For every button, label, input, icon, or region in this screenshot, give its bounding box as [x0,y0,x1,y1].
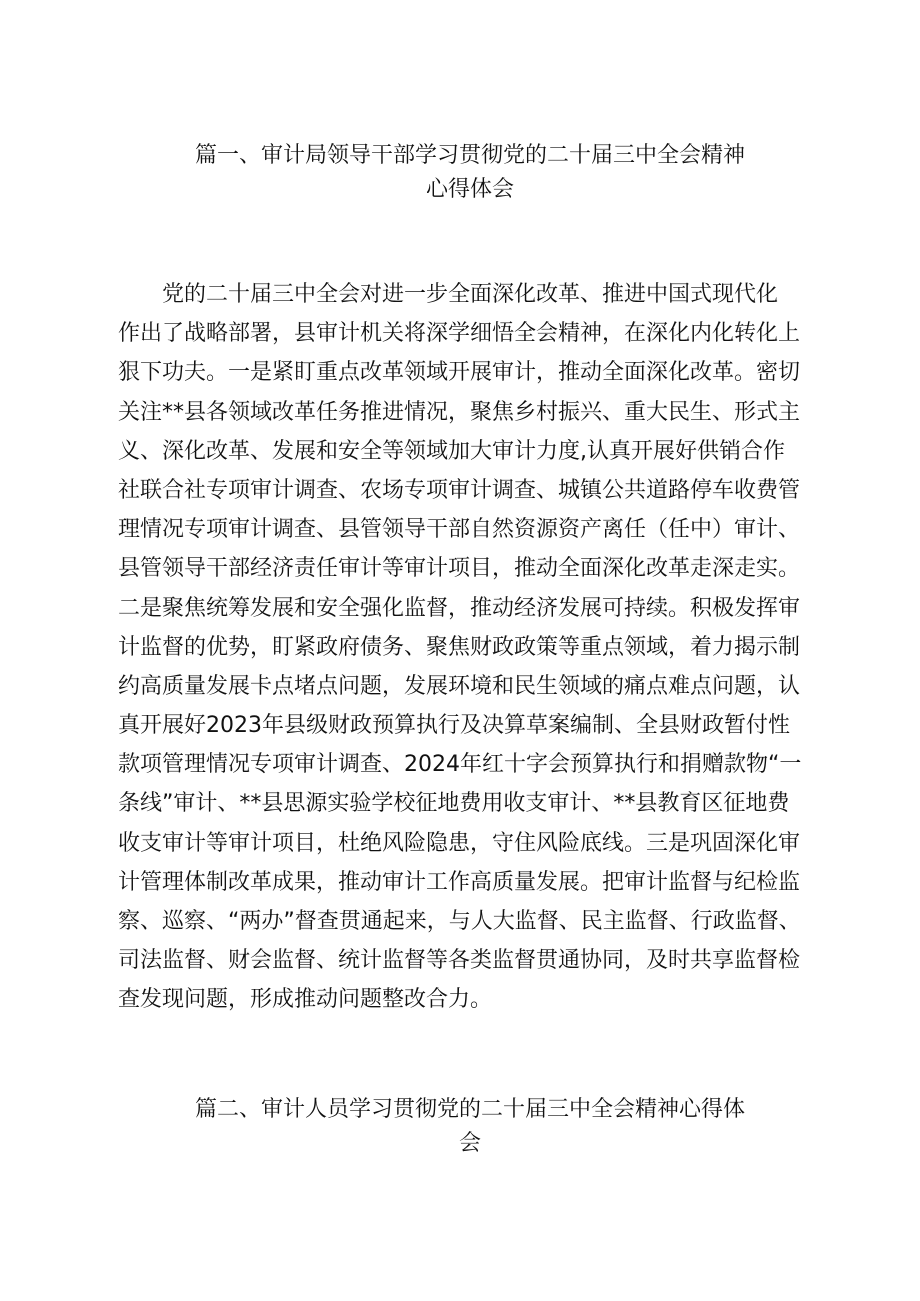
body-line: 理情况专项审计调查、县管领导干部自然资源资产离任（任中）审计、 [118,517,801,543]
body-line: 条线”审计、**县思源实验学校征地费用收支审计、**县教育区征地费 [118,791,790,817]
article-1-title-line-1: 篇一、审计局领导干部学习贯彻党的二十届三中全会精神 [194,143,745,168]
body-line: 约高质量发展卡点堵点问题，发展环境和民生领域的痛点难点问题，认 [118,673,801,699]
body-line: 二是聚焦统筹发展和安全强化监督，推动经济发展可持续。积极发挥审 [118,595,801,621]
article-2-title-line-1: 篇二、审计人员学习贯彻党的二十届三中全会精神心得体 [194,1097,745,1122]
body-line: 县管领导干部经济责任审计等审计项目，推动全面深化改革走深走实。 [118,556,801,582]
article-1-title-line-2: 心得体会 [425,177,514,202]
article-2-title [140,1093,800,1161]
body-line: 察、巡察、“两办”督查贯通起来，与人大监督、民主监督、行政监督、 [118,909,801,934]
body-line: 收支审计等审计项目，杜绝风险隐患，守住风险底线。三是巩固深化审 [118,830,801,856]
body-line: 计管理体制改革成果，推动审计工作高质量发展。把审计监督与纪检监 [118,869,801,895]
body-line: 作出了战略部署，县审计机关将深学细悟全会精神，在深化内化转化上 [118,321,801,347]
body-line: 计监督的优势，盯紧政府债务、聚焦财政政策等重点领域，着力揭示制 [118,634,801,660]
body-line: 真开展好2023年县级财政预算执行及决算草案编制、全县财政暂付性 [118,713,790,739]
body-line: 社联合社专项审计调查、农场专项审计调查、城镇公共道路停车收费管 [118,477,801,503]
body-line: 关注**县各领域改革任务推进情况，聚焦乡村振兴、重大民生、形式主 [118,399,801,425]
body-line: 查发现问题，形成推动问题整改合力。 [118,987,493,1013]
article-1-body [118,275,818,1020]
body-line: 狠下功夫。一是紧盯重点改革领域开展审计，推动全面深化改革。密切 [118,360,801,386]
body-line: 款项管理情况专项审计调查、2024年红十字会预算执行和捐赠款物“一 [118,752,802,778]
article-1-title [140,139,800,207]
body-line: 党的二十届三中全会对进一步全面深化改革、推进中国式现代化 [162,282,779,307]
body-line: 司法监督、财会监督、统计监督等各类监督贯通协同，及时共享监督检 [118,948,801,974]
body-line: 义、深化改革、发展和安全等领域加大审计力度,认真开展好供销合作 [118,438,785,464]
article-2-title-line-2: 会 [458,1131,481,1156]
